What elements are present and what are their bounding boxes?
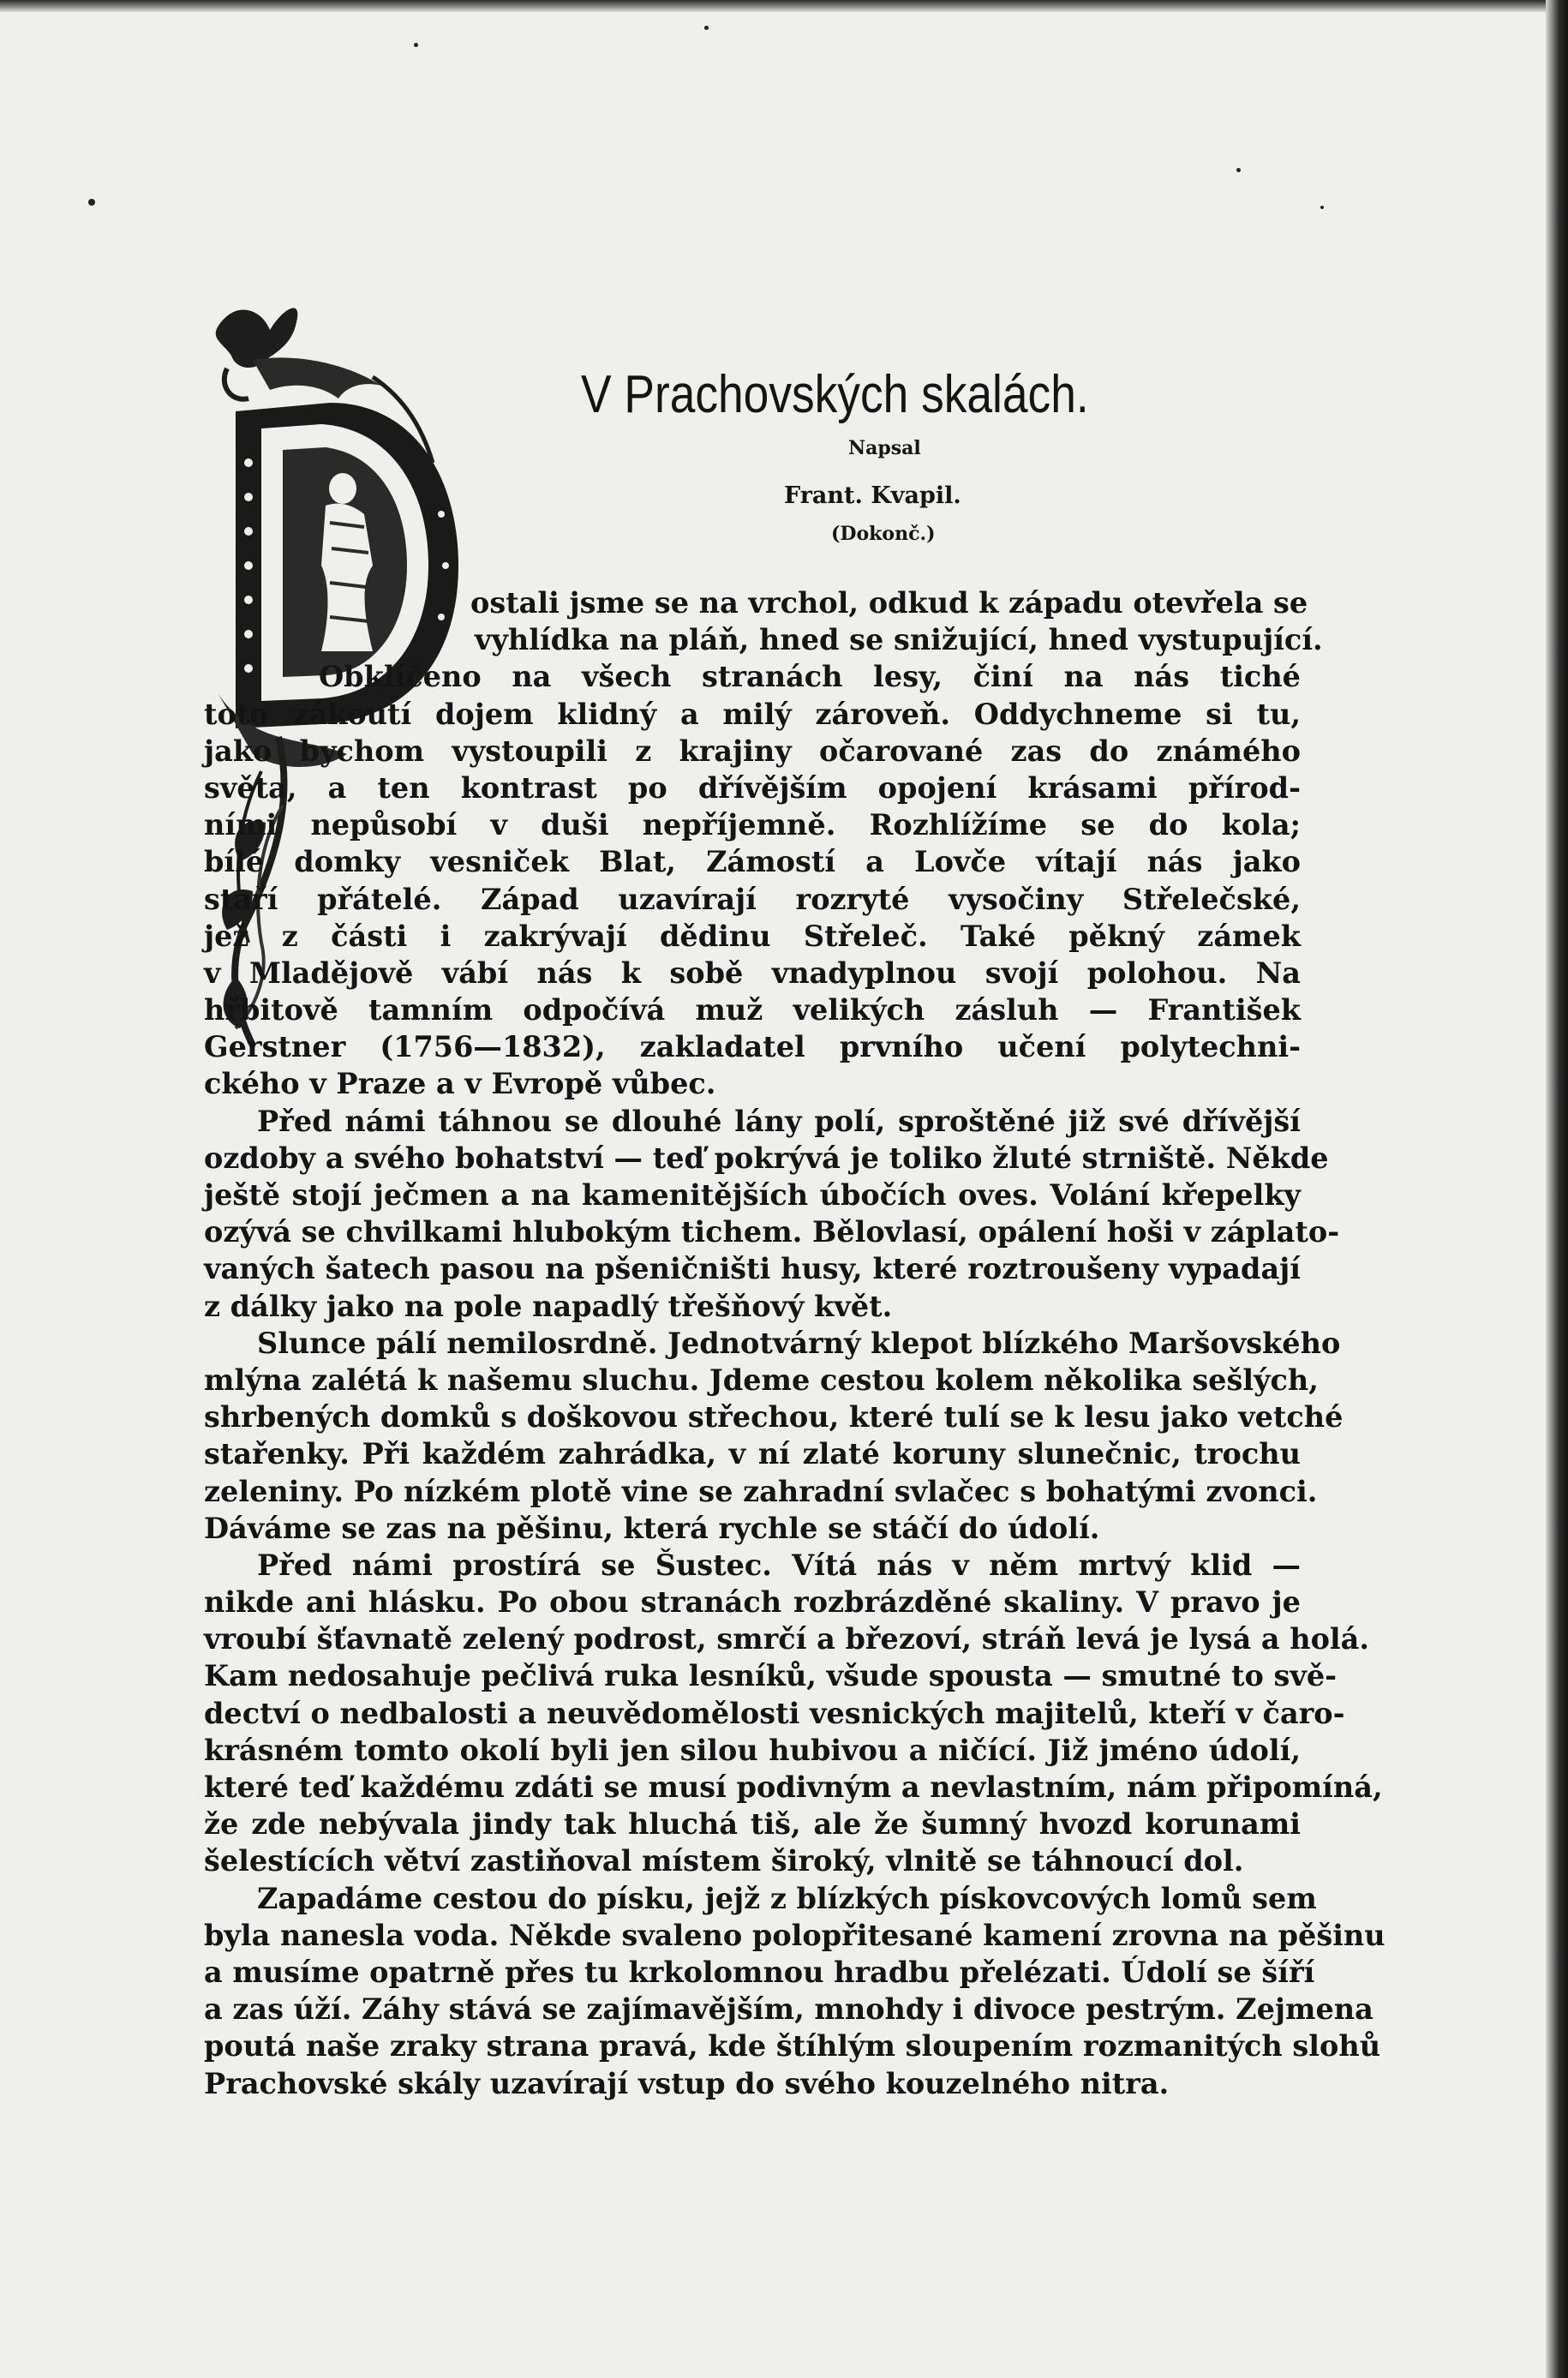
text-line: stařenky. Při každém zahrádka, v ní zlaté koruny slunečnic, trochu <box>204 1437 1301 1471</box>
byline-author: Frant. Kvapil. <box>784 482 961 509</box>
text-line: nikde ani hlásku. Po obou stranách rozbrázděné skaliny. V pravo je <box>204 1585 1301 1620</box>
text-line: šelestících větví zastiňoval místem široký, vlnitě se táhnoucí dol. <box>204 1844 1244 1878</box>
page-edge-right <box>1546 0 1568 2378</box>
text-line: vaných šatech pasou na pšeničništi husy, které roztroušeny vypadají <box>204 1252 1301 1286</box>
text-line: Dáváme se zas na pěšinu, která rychle se stáčí do údolí. <box>204 1511 1100 1545</box>
text-line: ckého v Praze a v Evropě vůbec. <box>204 1067 716 1101</box>
text-line: shrbených domků s doškovou střechou, které tulí se k lesu jako vetché <box>204 1400 1344 1435</box>
text-line: bílé domky vesniček Blat, Zámostí a Lovče vítají nás jako <box>204 845 1301 879</box>
text-line: staří přátelé. Západ uzavírají rozryté vysočiny Střelečské, <box>204 882 1301 916</box>
text-line: a zas úží. Záhy stává se zajímavějším, mnohdy i divoce pestrým. Zejmena <box>204 1992 1373 2027</box>
text-line: zeleniny. Po nízkém plotě vine se zahradní svlačec s bohatými zvonci. <box>204 1474 1318 1508</box>
text-line: Před námi prostírá se Šustec. Vítá nás v něm mrtvý klid — <box>257 1548 1301 1582</box>
text-line: vyhlídka na pláň, hned se snižující, hned vystupující. <box>475 623 1323 657</box>
text-line: byla nanesla voda. Někde svaleno polopřitesané kamení zrovna na pěšinu <box>204 1918 1385 1952</box>
text-line: z dálky jako na pole napadlý třešňový květ. <box>204 1289 893 1323</box>
text-line: toto zákoutí dojem klidný a milý zároveň. Oddychneme si tu, <box>204 697 1301 731</box>
article-lines <box>204 584 1385 2102</box>
article-title: V Prachovských skalách. <box>581 365 1089 424</box>
text-line: jež z části i zakrývají dědinu Střeleč. Také pěkný zámek <box>204 919 1301 953</box>
text-line: jako bychom vystoupili z krajiny očarované zas do známého <box>204 734 1301 768</box>
text-line: že zde nebývala jindy tak hluchá tiš, ale že šumný hvozd korunami <box>204 1807 1301 1842</box>
text-line: Gerstner (1756—1832), zakladatel prvního učení polytechni- <box>204 1030 1301 1064</box>
text-line: ostali jsme se na vrchol, odkud k západu otevřela se <box>470 586 1308 620</box>
byline-continuation: (Dokonč.) <box>831 523 936 545</box>
text-line: Kam nedosahuje pečlivá ruka lesníků, všude spousta — smutné to svě- <box>204 1659 1338 1693</box>
text-line: v Mladějově vábí nás k sobě vnadyplnou svojí polohou. Na <box>204 955 1301 990</box>
text-line: Prachovské skály uzavírají vstup do svého kouzelného nitra. <box>204 2066 1170 2100</box>
byline-napsal: Napsal <box>848 437 921 459</box>
page-edge-top <box>0 0 1568 12</box>
text-line: mlýna zalétá k našemu sluchu. Jdeme cestou kolem několika sešlých, <box>204 1363 1319 1397</box>
text-line: poutá naše zraky strana pravá, kde štíhlým sloupením rozmanitých slohů <box>204 2029 1381 2064</box>
text-line: krásném tomto okolí byli jen silou hubivou a ničící. Již jméno údolí, <box>204 1733 1301 1767</box>
text-line: Zapadáme cestou do písku, jejž z blízkých pískovcových lomů sem <box>257 1881 1317 1915</box>
text-line: ještě stojí ječmen a na kamenitějších úbočích oves. Volání křepelky <box>204 1178 1301 1212</box>
text-line: Slunce pálí nemilosrdně. Jednotvárný klepot blízkého Maršovského <box>257 1326 1341 1360</box>
text-line: vroubí šťavnatě zelený podrost, smrčí a březoví, stráň levá je lysá a holá. <box>204 1622 1370 1656</box>
text-line: ozdoby a svého bohatství — teď pokrývá je toliko žluté strniště. Někde <box>204 1141 1329 1175</box>
text-line: světa, a ten kontrast po dřívějším opojení krásami přírod- <box>204 770 1301 805</box>
text-line: hřbitově tamním odpočívá muž velikých zásluh — František <box>204 993 1301 1027</box>
text-line: ními nepůsobí v duši nepříjemně. Rozhlížíme se do kola; <box>204 808 1301 842</box>
text-line: které teď každému zdáti se musí podivným a nevlastním, nám připomíná, <box>204 1770 1383 1804</box>
text-line: Obklíčeno na všech stranách lesy, činí na nás tiché <box>319 660 1301 694</box>
text-line: a musíme opatrně přes tu krkolomnou hradbu přelézati. Údolí se šíří <box>204 1955 1315 1989</box>
text-line: ozývá se chvilkami hlubokým tichem. Bělovlasí, opálení hoši v záplato- <box>204 1215 1340 1249</box>
text-line: Před námi táhnou se dlouhé lány polí, sproštěné již své dřívější <box>257 1104 1301 1138</box>
article-body <box>204 584 1385 2102</box>
text-line: dectví o nedbalosti a neuvědomělosti vesnických majitelů, kteří v čaro- <box>204 1696 1345 1730</box>
